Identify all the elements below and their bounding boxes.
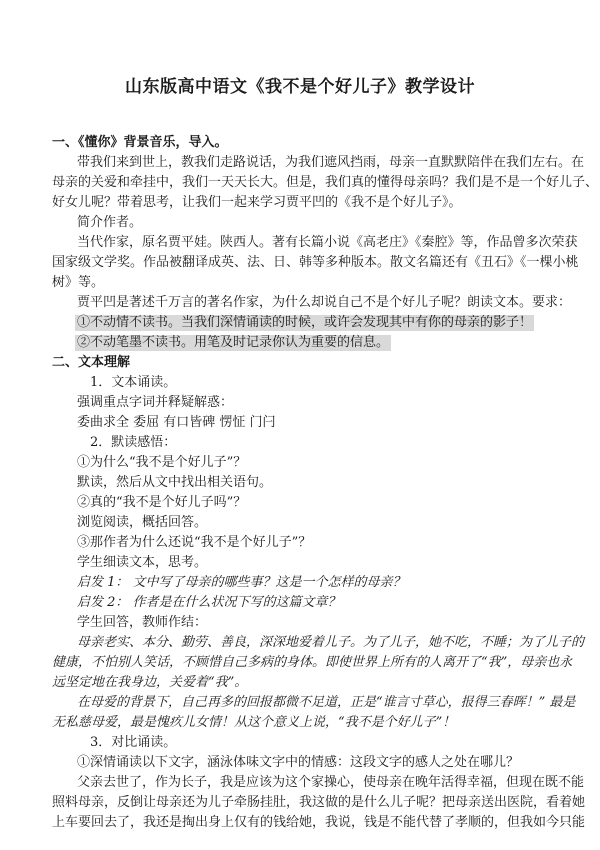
- paragraph-line: ③那作者为什么还说“我不是个好儿子”？: [77, 535, 312, 550]
- paragraph-line: 学生回答，教师作结：: [77, 615, 208, 630]
- paragraph-line: 母亲的关爱和牵挂中，我们一天天长大。但是，我们真的懂得母亲吗？我们是不是一个好儿子、: [52, 175, 599, 190]
- paragraph-line: ①深情诵读以下文字，涵泳体味文字中的情感：这段文字的感人之处在哪儿？: [77, 755, 520, 770]
- paragraph-line: 好女儿呢？带着思考，让我们一起来学习贾平凹的《我不是个好儿子》。: [52, 195, 462, 210]
- paragraph-line: 树》等。: [52, 275, 105, 290]
- paragraph-line: 远坚定地在我身边，关爱着“我”。: [52, 675, 248, 690]
- paragraph-line: ①为什么“我不是个好儿子”？: [77, 455, 247, 470]
- hint-line: 启发 2： 作者是在什么状况下写的这篇文章？: [77, 595, 341, 610]
- paragraph-line: 强调重点字词并释疑解惑：: [77, 395, 234, 410]
- paragraph-line: 父亲去世了，作为长子，我是应该为这个家操心，使母亲在晚年活得幸福，但现在既不能: [77, 775, 585, 790]
- paragraph-line: 照料母亲，反倒让母亲还为儿子牵肠挂肚，我这做的是什么儿子呢？把母亲送出医院，看着她: [52, 795, 586, 810]
- document-title: 山东版高中语文《我不是个好儿子》教学设计: [125, 77, 475, 97]
- paragraph-line: 国家级文学奖。作品被翻译成英、法、日、韩等多种版本。散文名篇还有《丑石》《一棵小桃: [52, 255, 579, 270]
- paragraph-line: 健康，不怕别人笑话，不顾惜自己多病的身体。即使世界上所有的人离开了“我”，母亲也永: [52, 655, 573, 670]
- paragraph-line: 简介作者。: [77, 215, 143, 230]
- section-heading-2: 二、文本理解: [52, 355, 131, 370]
- paragraph-line: 带我们来到世上，教我们走路说话，为我们遮风挡雨，母亲一直默默陪伴在我们左右。在: [77, 155, 585, 170]
- paragraph-line: 2．默读感悟：: [90, 435, 177, 450]
- vocab-list: 委曲求全 委屈 有口皆碑 愣怔 门闩: [77, 415, 276, 430]
- paragraph-line: 1．文本诵读。: [90, 375, 177, 390]
- paragraph-line: 在母爱的背景下，自己再多的回报都微不足道，正是“谁言寸草心，报得三春晖！” 最是: [77, 695, 576, 710]
- highlighted-requirement: ①不动情不读书。当我们深情诵读的时候，或许会发现其中有你的母亲的影子！: [77, 315, 533, 330]
- paragraph-line: 当代作家，原名贾平娃。陕西人。著有长篇小说《高老庄》《秦腔》等，作品曾多次荣获: [77, 235, 578, 250]
- paragraph-line: 学生细读文本，思考。: [77, 555, 208, 570]
- paragraph-line: ②真的“我不是个好儿子吗”？: [77, 495, 247, 510]
- paragraph-line: 无私慈母爱，最是愧疚儿女情！从这个意义上说，“我不是个好儿子”！: [52, 715, 456, 730]
- paragraph-line: 母亲老实、本分、勤劳、善良，深深地爱着儿子。为了儿子，她不吃，不睡；为了儿子的: [77, 635, 585, 650]
- paragraph-line: 3．对比诵读。: [90, 735, 177, 750]
- highlighted-requirement: ②不动笔墨不读书。用笔及时记录你认为重要的信息。: [77, 335, 390, 350]
- hint-line: 启发 1： 文中写了母亲的哪些事？这是一个怎样的母亲？: [77, 575, 406, 590]
- paragraph-line: 浏览阅读，概括回答。: [77, 515, 208, 530]
- paragraph-line: 上车要回去了，我还是掏出身上仅有的钱给她，我说，钱是不能代替了孝顺的，但我如今只能: [52, 815, 586, 830]
- paragraph-line: 贾平凹是著述千万言的著名作家，为什么却说自己不是个好儿子呢？朗读文本。要求：: [77, 295, 572, 310]
- paragraph-line: 默读，然后从文中找出相关语句。: [77, 475, 273, 490]
- section-heading-1: 一、《懂你》背景音乐，导入。: [52, 135, 228, 150]
